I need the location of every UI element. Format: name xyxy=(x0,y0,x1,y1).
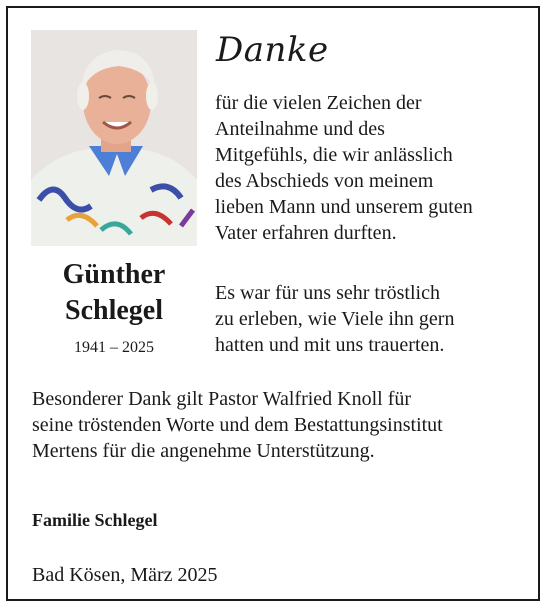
text-line: Mertens für die angenehme Unterstützung. xyxy=(32,440,375,462)
comfort-paragraph xyxy=(215,280,525,358)
thanks-paragraph xyxy=(32,386,532,464)
text-line: Mitgefühls, die wir anlässlich xyxy=(215,144,453,166)
obituary-card xyxy=(6,6,540,601)
text-line: lieben Mann und unserem guten xyxy=(215,196,473,218)
text-line: Vater erfahren durften. xyxy=(215,222,397,244)
text-line: seine tröstenden Worte und dem Bestattungsinstitut xyxy=(32,414,443,436)
intro-paragraph xyxy=(215,90,525,246)
text-line: Besonderer Dank gilt Pastor Walfried Knoll für xyxy=(32,388,412,410)
text-line: des Abschieds von meinem xyxy=(215,170,434,192)
life-years: 1941 – 2025 xyxy=(74,339,154,356)
family-signature: Familie Schlegel xyxy=(32,510,158,530)
deceased-last-name: Schlegel xyxy=(65,295,163,326)
portrait-illustration xyxy=(31,30,197,246)
text-line: für die vielen Zeichen der xyxy=(215,92,422,114)
text-line: hatten und mit uns trauerten. xyxy=(215,334,445,356)
text-line: Anteilnahme und des xyxy=(215,118,385,140)
deceased-first-name: Günther xyxy=(62,259,166,290)
text-line: zu erleben, wie Viele ihn gern xyxy=(215,308,455,330)
heading-danke: Danke xyxy=(216,30,329,70)
place-date: Bad Kösen, März 2025 xyxy=(32,564,218,586)
text-line: Es war für uns sehr tröstlich xyxy=(215,282,440,304)
portrait-photo xyxy=(31,30,197,246)
